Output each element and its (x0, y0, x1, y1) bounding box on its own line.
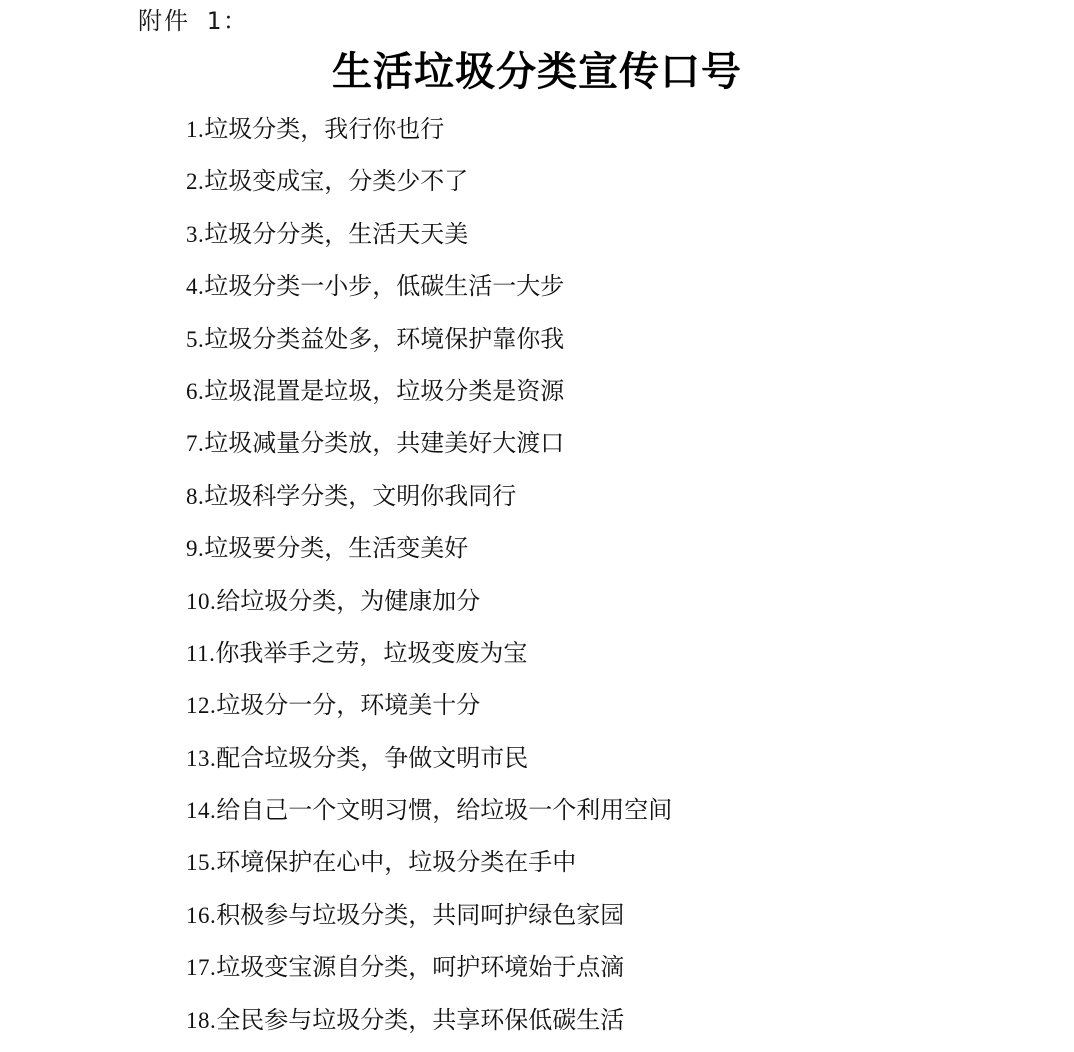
slogan-number: 17. (186, 955, 217, 981)
slogan-number: 14. (186, 798, 217, 824)
slogan-number: 11. (186, 640, 216, 666)
slogan-text: 垃圾分分类，生活天天美 (204, 219, 469, 248)
slogan-text: 积极参与垃圾分类，共同呵护绿色家园 (216, 900, 625, 929)
slogan-number: 3. (186, 221, 205, 247)
list-item (186, 633, 672, 685)
slogan-text: 垃圾减量分类放，共建美好大渡口 (204, 429, 565, 458)
list-item (186, 1000, 672, 1052)
slogan-text: 给垃圾分类，为健康加分 (216, 586, 481, 615)
list-item (186, 581, 672, 633)
slogan-number: 15. (186, 850, 217, 876)
slogan-text: 垃圾科学分类，文明你我同行 (204, 481, 517, 510)
list-item (186, 528, 672, 580)
list-item (186, 319, 672, 371)
page-title: 生活垃圾分类宣传口号 (332, 48, 742, 95)
list-item (186, 109, 672, 161)
slogan-text: 垃圾分一分，环境美十分 (216, 691, 481, 720)
slogan-number: 13. (186, 745, 217, 771)
slogan-text: 全民参与垃圾分类，共享环保低碳生活 (216, 1005, 625, 1034)
attachment-label: 附件 1： (138, 7, 249, 35)
slogan-text: 给自己一个文明习惯，给垃圾一个利用空间 (216, 796, 673, 825)
slogan-text: 垃圾变宝源自分类，呵护环境始于点滴 (216, 953, 625, 982)
list-item (186, 685, 672, 737)
slogan-text: 垃圾分类一小步，低碳生活一大步 (204, 272, 565, 301)
slogan-number: 1. (186, 117, 205, 142)
slogan-text: 垃圾分类益处多，环境保护靠你我 (204, 324, 565, 353)
slogan-text: 垃圾要分类，生活变美好 (204, 534, 469, 563)
slogan-text: 环境保护在心中，垃圾分类在手中 (216, 848, 577, 877)
slogan-number: 2. (186, 169, 205, 195)
list-item (186, 371, 672, 423)
slogan-number: 6. (186, 378, 205, 404)
list-item (186, 738, 672, 790)
slogan-number: 8. (186, 483, 205, 509)
slogan-number: 18. (186, 1007, 217, 1033)
list-item (186, 214, 672, 266)
list-item (186, 423, 672, 475)
slogan-number: 10. (186, 588, 217, 614)
slogan-text: 你我举手之劳，垃圾变废为宝 (215, 638, 528, 667)
slogan-number: 12. (186, 693, 217, 719)
list-item (186, 790, 672, 842)
list-item (186, 476, 672, 528)
slogan-text: 配合垃圾分类，争做文明市民 (216, 743, 529, 772)
slogan-text: 垃圾混置是垃圾，垃圾分类是资源 (204, 376, 565, 405)
list-item (186, 161, 672, 213)
slogan-text: 垃圾变成宝，分类少不了 (204, 167, 469, 196)
slogan-number: 7. (186, 431, 205, 457)
slogan-number: 5. (186, 326, 205, 352)
slogan-number: 4. (186, 274, 205, 300)
list-item (186, 842, 672, 894)
slogan-number: 16. (186, 902, 217, 928)
slogan-text: 垃圾分类，我行你也行 (204, 115, 445, 143)
slogan-list (186, 109, 672, 1052)
list-item (186, 895, 672, 947)
slogan-number: 9. (186, 536, 205, 562)
list-item (186, 947, 672, 999)
list-item (186, 266, 672, 318)
